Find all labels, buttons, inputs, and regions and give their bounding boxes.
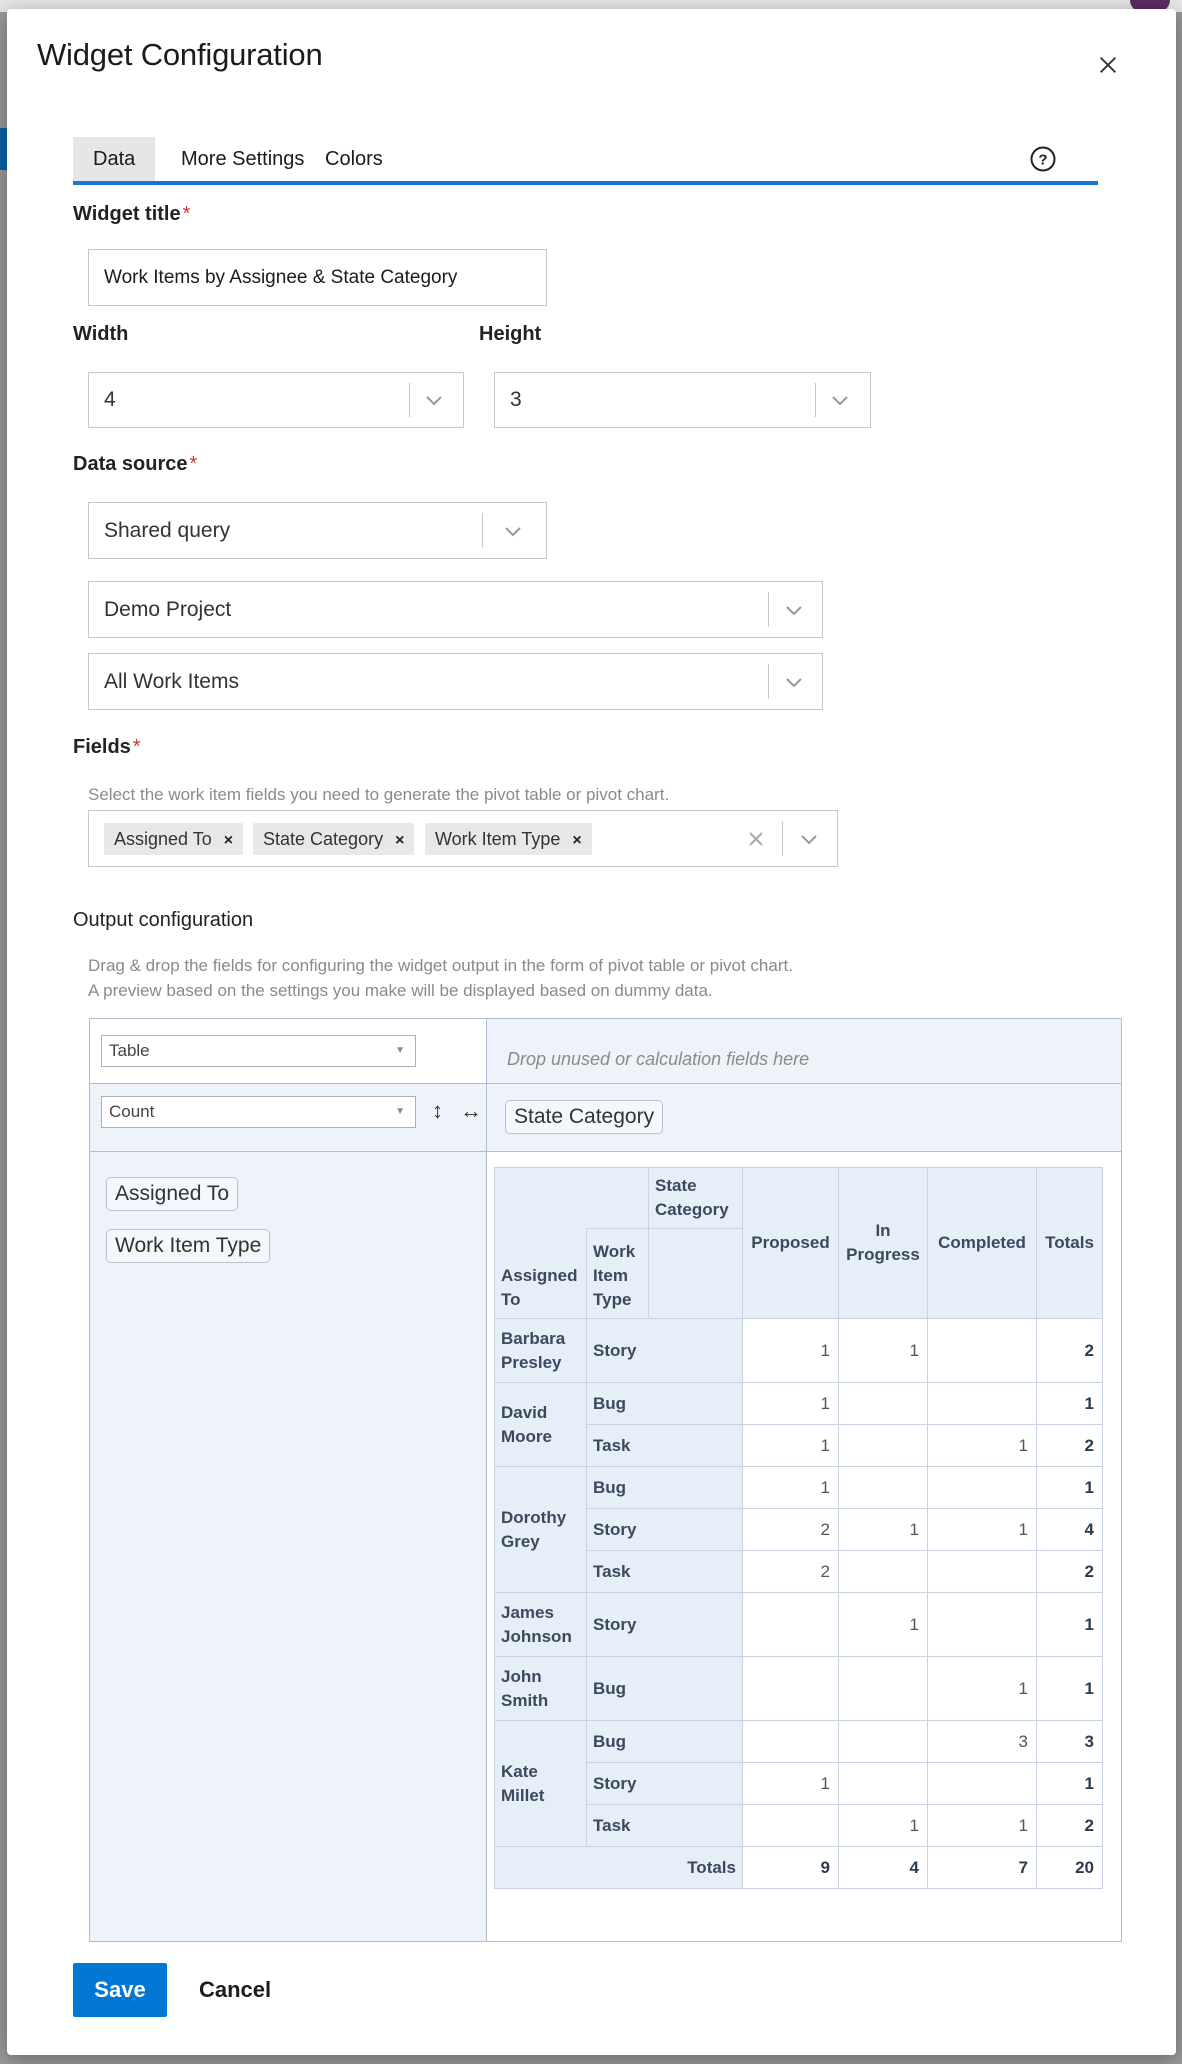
pivot-value-cell: 1 (743, 1425, 839, 1467)
width-select[interactable] (88, 372, 464, 428)
question-circle-icon[interactable] (1029, 145, 1057, 173)
pivot-divider-horizontal (90, 1083, 1121, 1084)
row-total-cell: 3 (1037, 1721, 1103, 1763)
widget-configuration-dialog (7, 9, 1176, 2055)
pivot-table-ui (89, 1018, 1122, 1942)
col-attr-header: State Category (649, 1168, 743, 1229)
renderer-select-value: Table (109, 1041, 150, 1060)
row-field-chip-work-item-type[interactable]: Work Item Type (106, 1229, 270, 1263)
svg-text:?: ? (1038, 151, 1048, 169)
chevron-down-icon (503, 524, 523, 538)
select-separator (409, 383, 410, 417)
renderer-select[interactable] (101, 1035, 416, 1067)
pivot-value-cell (928, 1319, 1037, 1383)
pivot-value-cell: 1 (743, 1763, 839, 1805)
row-header-work-item-type: Story (587, 1509, 743, 1551)
close-icon (1097, 54, 1119, 76)
aggregator-select-value: Count (109, 1102, 155, 1121)
pivot-results-area (487, 1152, 1121, 1941)
pivot-value-cell: 1 (743, 1467, 839, 1509)
field-chip-state-category[interactable] (253, 823, 414, 855)
save-button[interactable]: Save (73, 1963, 167, 2017)
pivot-value-cell: 1 (928, 1805, 1037, 1847)
pivot-value-cell (743, 1657, 839, 1721)
row-attr-header-assigned-to: Assigned To (495, 1229, 587, 1319)
table-row (495, 1425, 1103, 1467)
data-source-type-value: Shared query (104, 518, 231, 542)
aggregator-select[interactable] (101, 1096, 416, 1128)
project-select[interactable] (88, 581, 823, 638)
chevron-down-icon (830, 393, 850, 407)
row-header-assignee: Dorothy Grey (495, 1467, 587, 1593)
query-select[interactable] (88, 653, 823, 710)
column-field-chip[interactable]: State Category (505, 1100, 663, 1134)
pivot-value-cell (743, 1593, 839, 1657)
chevron-down-icon (799, 832, 819, 846)
table-row (495, 1657, 1103, 1721)
pivot-value-cell (743, 1805, 839, 1847)
pivot-value-cell: 1 (839, 1593, 928, 1657)
col-header-proposed: Proposed (743, 1168, 839, 1319)
pivot-value-cell: 1 (839, 1509, 928, 1551)
table-row (495, 1551, 1103, 1593)
table-row (495, 1383, 1103, 1425)
pivot-value-cell: 1 (743, 1319, 839, 1383)
pivot-value-cell (928, 1593, 1037, 1657)
widget-title-label (73, 203, 190, 226)
column-total-cell: 9 (743, 1847, 839, 1889)
row-header-assignee: David Moore (495, 1383, 587, 1467)
field-chip-label: State Category (263, 829, 384, 849)
fields-multiselect[interactable] (88, 810, 838, 867)
pivot-value-cell (928, 1763, 1037, 1805)
tab-colors[interactable]: Colors (325, 148, 383, 170)
row-total-cell: 1 (1037, 1383, 1103, 1425)
row-header-work-item-type: Bug (587, 1721, 743, 1763)
remove-chip-icon[interactable]: × (223, 832, 234, 849)
cancel-button[interactable]: Cancel (199, 1977, 272, 2002)
fields-helper-text: Select the work item fields you need to generate the pivot table or pivot chart. (88, 785, 670, 804)
dropdown-triangle-icon: ▼ (395, 1106, 405, 1117)
select-separator (768, 592, 769, 627)
pivot-value-cell: 1 (928, 1425, 1037, 1467)
clear-all-icon[interactable] (747, 830, 765, 848)
fields-label (73, 736, 141, 759)
row-header-work-item-type: Story (587, 1763, 743, 1805)
row-header-work-item-type: Bug (587, 1467, 743, 1509)
pivot-value-cell (839, 1467, 928, 1509)
select-separator (782, 821, 783, 856)
fields-label-text: Fields (73, 736, 131, 758)
tab-more-settings[interactable]: More Settings (181, 148, 305, 170)
col-header-completed: Completed (928, 1168, 1037, 1319)
row-header-assignee: John Smith (495, 1657, 587, 1721)
grand-total-cell: 20 (1037, 1847, 1103, 1889)
row-sort-order-icon[interactable]: ↕ (432, 1098, 443, 1123)
field-chip-label: Assigned To (114, 829, 212, 849)
row-header-assignee: Kate Millet (495, 1721, 587, 1847)
totals-row-label: Totals (495, 1847, 743, 1889)
background-nav-highlight (0, 128, 7, 170)
project-select-value: Demo Project (104, 597, 232, 621)
data-source-label-text: Data source (73, 453, 188, 475)
widget-title-label-text: Widget title (73, 203, 181, 225)
pivot-value-cell (839, 1383, 928, 1425)
required-mark: * (182, 203, 191, 225)
row-field-chip-assigned-to[interactable]: Assigned To (106, 1177, 238, 1211)
height-label: Height (479, 323, 542, 345)
col-header-totals: Totals (1037, 1168, 1103, 1319)
output-helper-line2: A preview based on the settings you make will be displayed based on dummy data. (88, 981, 713, 1000)
height-select-value: 3 (510, 388, 522, 411)
output-configuration-label: Output configuration (73, 909, 254, 931)
pivot-value-cell: 1 (928, 1509, 1037, 1551)
table-row (495, 1805, 1103, 1847)
pivot-value-cell: 1 (839, 1805, 928, 1847)
table-row (495, 1319, 1103, 1383)
row-total-cell: 1 (1037, 1593, 1103, 1657)
row-total-cell: 2 (1037, 1551, 1103, 1593)
row-total-cell: 1 (1037, 1467, 1103, 1509)
pivot-value-cell (928, 1383, 1037, 1425)
row-header-work-item-type: Story (587, 1319, 743, 1383)
chevron-down-icon (784, 603, 804, 617)
totals-row (495, 1847, 1103, 1889)
remove-chip-icon[interactable]: × (395, 832, 405, 849)
col-header-in-progress: In Progress (839, 1168, 928, 1319)
required-mark: * (189, 453, 198, 475)
table-row (495, 1467, 1103, 1509)
remove-chip-icon[interactable]: × (572, 832, 582, 849)
dropdown-triangle-icon: ▼ (395, 1045, 405, 1056)
pivot-value-cell (839, 1425, 928, 1467)
tab-bar (73, 127, 1098, 185)
pivot-value-cell: 2 (743, 1509, 839, 1551)
table-row (495, 1509, 1103, 1551)
pivot-result-table (494, 1167, 1103, 1889)
pivot-value-cell: 1 (743, 1383, 839, 1425)
select-separator (768, 664, 769, 699)
column-total-cell: 4 (839, 1847, 928, 1889)
field-chip-work-item-type[interactable] (425, 823, 592, 855)
width-label: Width (73, 323, 129, 345)
required-mark: * (132, 736, 141, 758)
column-total-cell: 7 (928, 1847, 1037, 1889)
pivot-value-cell: 2 (743, 1551, 839, 1593)
width-select-value: 4 (104, 388, 116, 411)
table-row (495, 1763, 1103, 1805)
pivot-value-cell: 1 (839, 1319, 928, 1383)
chevron-down-icon (784, 675, 804, 689)
pivot-value-cell (743, 1721, 839, 1763)
select-separator (815, 383, 816, 417)
height-select[interactable] (494, 372, 871, 428)
unused-fields-drop-zone[interactable]: Drop unused or calculation fields here (507, 1049, 810, 1069)
field-chip-assigned-to[interactable] (104, 823, 243, 855)
row-total-cell: 2 (1037, 1425, 1103, 1467)
dialog-title: Widget Configuration (37, 37, 323, 72)
pivot-value-cell (928, 1551, 1037, 1593)
row-header-work-item-type: Task (587, 1551, 743, 1593)
pivot-value-cell (839, 1551, 928, 1593)
data-source-label (73, 453, 197, 476)
query-select-value: All Work Items (104, 669, 239, 693)
row-header-work-item-type: Bug (587, 1383, 743, 1425)
row-header-work-item-type: Bug (587, 1657, 743, 1721)
select-separator (482, 513, 483, 548)
row-total-cell: 4 (1037, 1509, 1103, 1551)
pivot-value-cell: 1 (928, 1657, 1037, 1721)
col-sort-order-icon[interactable]: ↔ (460, 1098, 482, 1123)
pivot-value-cell: 3 (928, 1721, 1037, 1763)
row-total-cell: 1 (1037, 1763, 1103, 1805)
widget-title-input[interactable] (88, 249, 547, 306)
row-header-assignee: James Johnson (495, 1593, 587, 1657)
output-helper-line1: Drag & drop the fields for configuring the widget output in the form of pivot table or pivot chart. (88, 956, 793, 975)
field-chip-label: Work Item Type (435, 829, 561, 849)
table-row (495, 1721, 1103, 1763)
empty-header-cell (649, 1229, 743, 1319)
data-source-type-select[interactable] (88, 502, 547, 559)
pivot-corner-cell (495, 1168, 649, 1229)
row-header-work-item-type: Task (587, 1425, 743, 1467)
pivot-value-cell (839, 1763, 928, 1805)
row-header-work-item-type: Story (587, 1593, 743, 1657)
row-header-work-item-type: Task (587, 1805, 743, 1847)
chevron-down-icon (424, 393, 444, 407)
pivot-value-cell (928, 1467, 1037, 1509)
row-total-cell: 2 (1037, 1805, 1103, 1847)
row-attr-header-work-item-type: Work Item Type (587, 1229, 649, 1319)
row-header-assignee: Barbara Presley (495, 1319, 587, 1383)
row-total-cell: 1 (1037, 1657, 1103, 1721)
pivot-value-cell (839, 1721, 928, 1763)
table-row (495, 1593, 1103, 1657)
close-button[interactable] (1092, 49, 1124, 81)
tab-data[interactable]: Data (73, 137, 155, 181)
row-total-cell: 2 (1037, 1319, 1103, 1383)
pivot-value-cell (839, 1657, 928, 1721)
